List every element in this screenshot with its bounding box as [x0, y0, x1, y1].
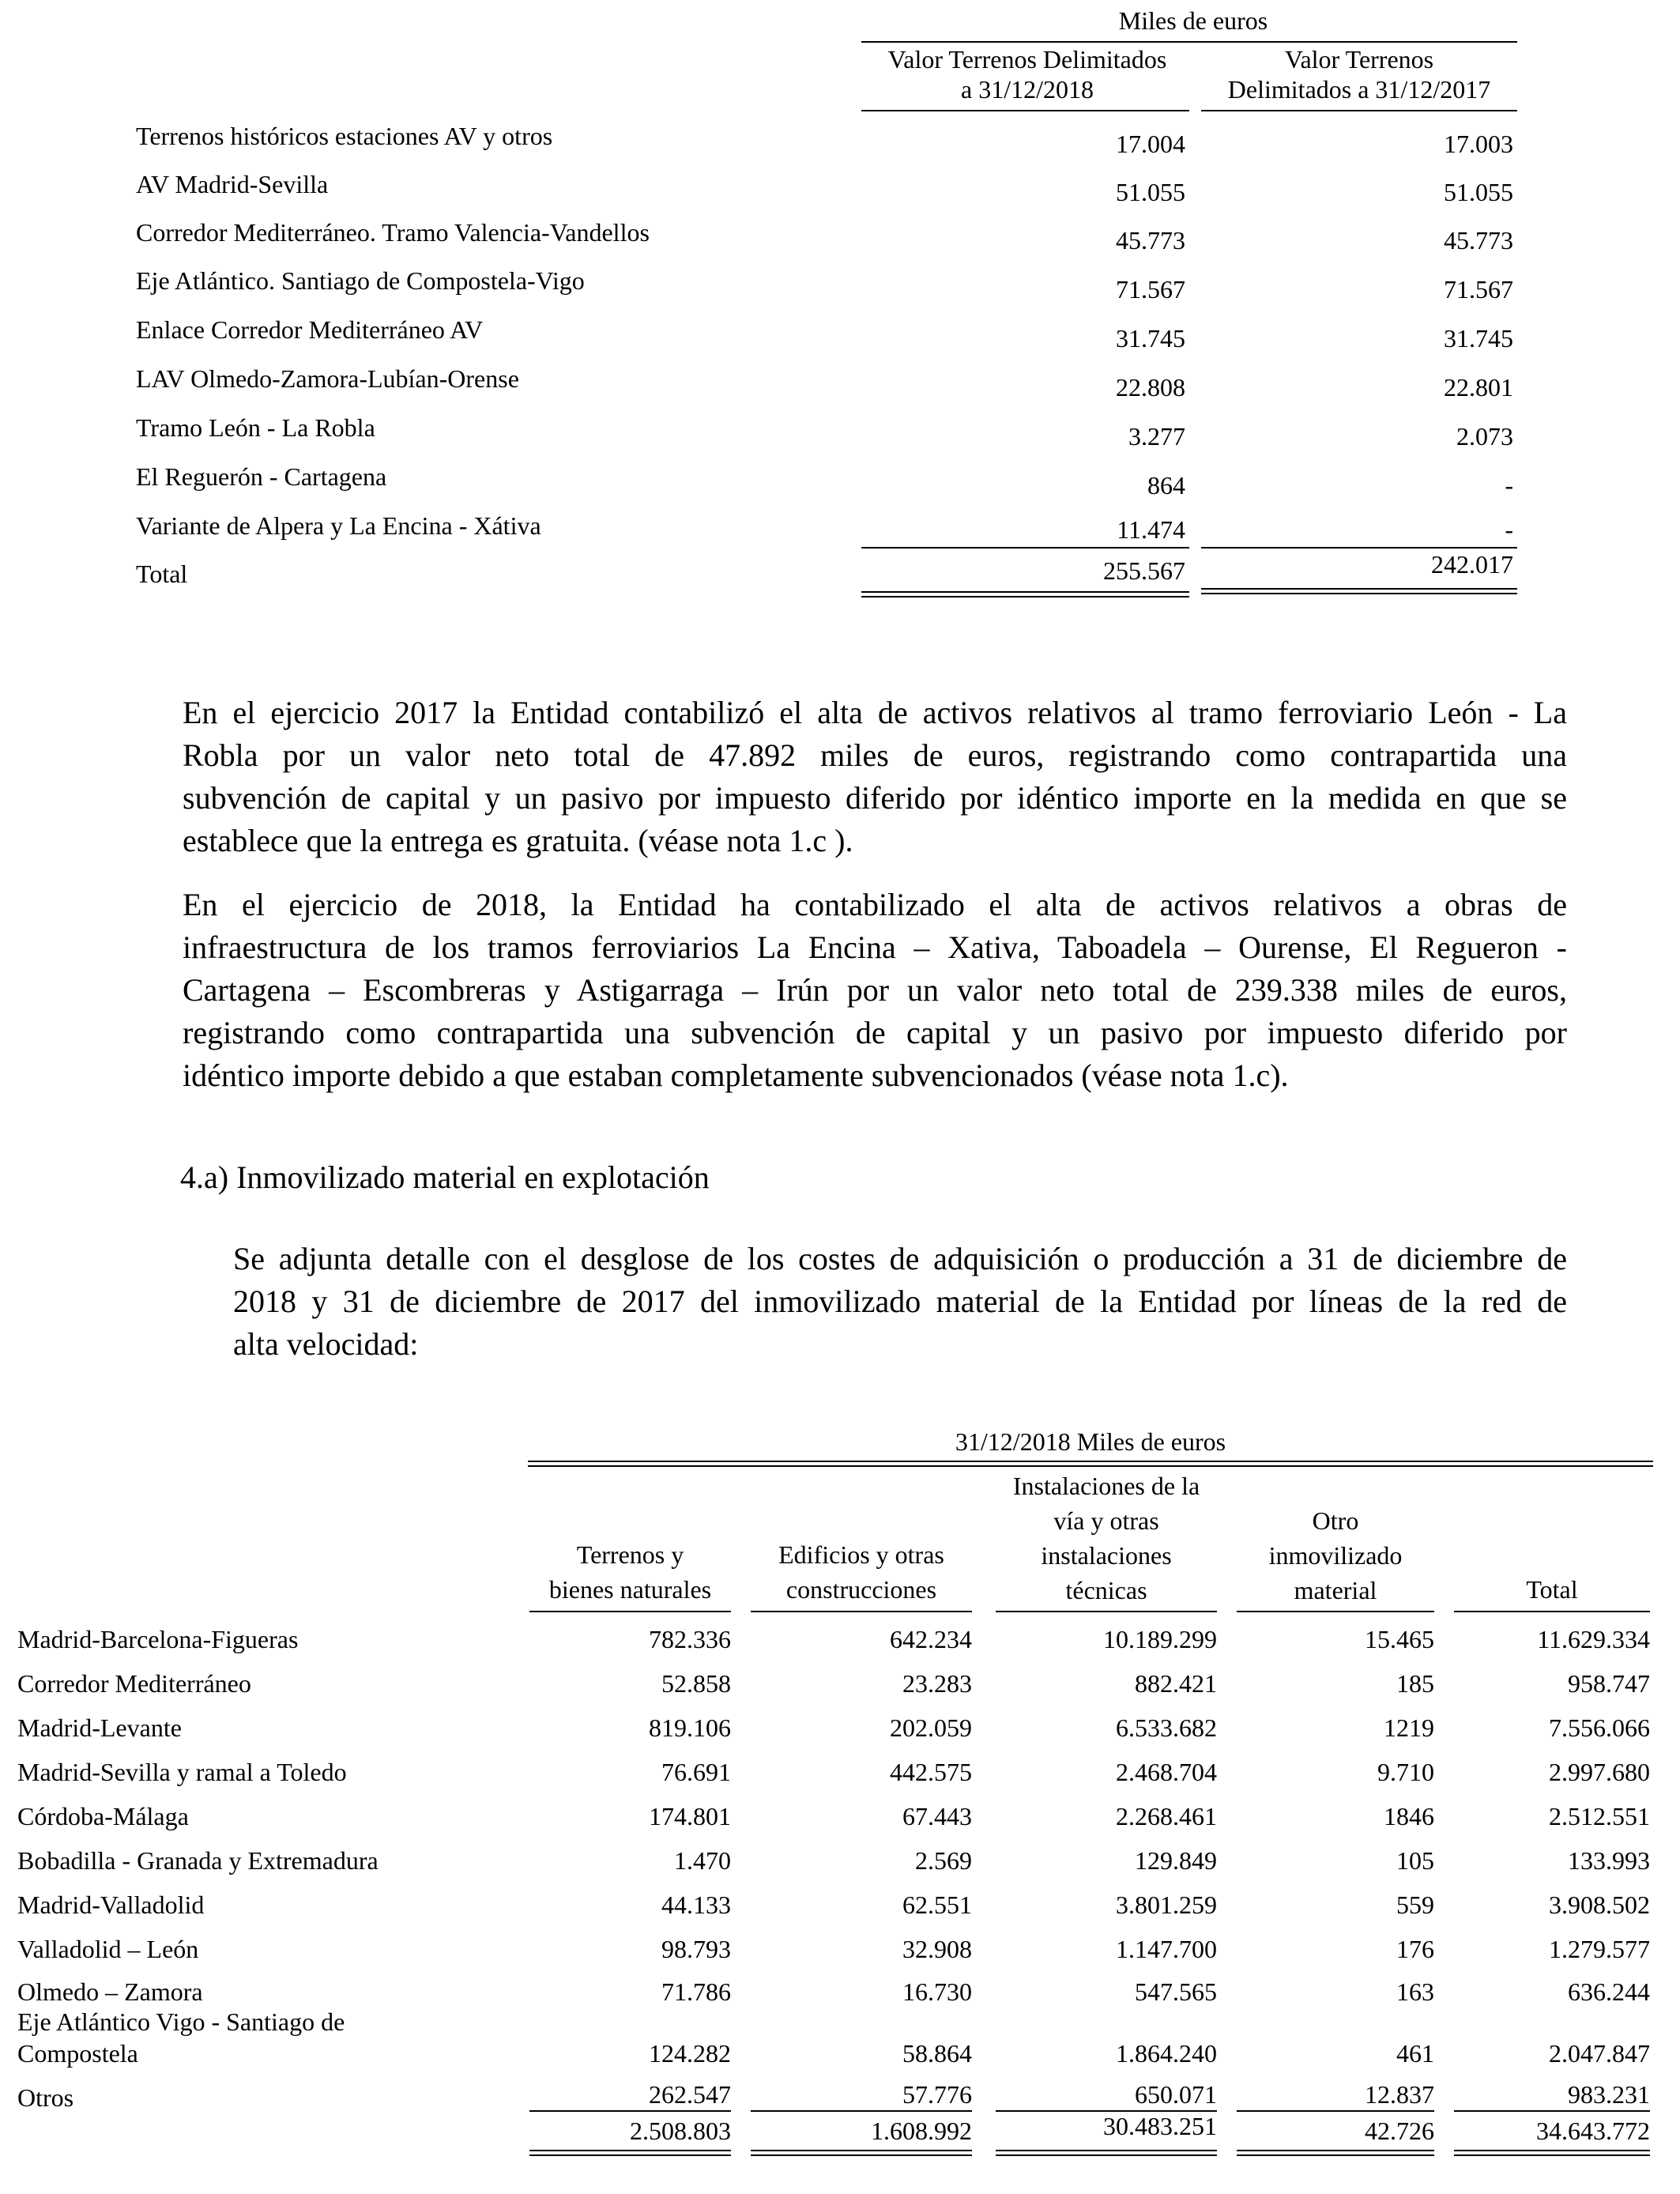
- table2-col-header-line: Otro: [1312, 1506, 1359, 1535]
- table2-cell-otro: 105: [1396, 1846, 1434, 1875]
- table1-row-label: Terrenos históricos estaciones AV y otros: [136, 122, 553, 150]
- table2-col-rule: [529, 1611, 731, 1612]
- table2-cell-edificios: 32.908: [902, 1935, 972, 1963]
- table1-row-value-2017: 2.073: [1456, 422, 1513, 450]
- table2-row-label: Madrid-Valladolid: [17, 1891, 205, 1919]
- table2-cell-otro: 461: [1396, 2039, 1434, 2068]
- table1-row-label: AV Madrid-Sevilla: [136, 170, 329, 198]
- table1-row-value-2017: -: [1505, 471, 1513, 499]
- table1-total-label: Total: [136, 560, 188, 588]
- table2-cell-otro: 176: [1396, 1935, 1434, 1963]
- table2-cell-instalaciones: 547.565: [1135, 1977, 1217, 2006]
- table2-cell-terrenos: 1.470: [674, 1846, 731, 1875]
- table1-row-value-2017: 71.567: [1444, 275, 1513, 303]
- table2-cell-terrenos: 782.336: [649, 1625, 731, 1653]
- table2-row-label-continued: Compostela: [17, 2039, 138, 2068]
- table2-row-label: Olmedo – Zamora: [17, 1977, 203, 2006]
- table2-cell-instalaciones: 882.421: [1135, 1669, 1217, 1698]
- table2-col-header-line: Terrenos y: [576, 1540, 684, 1569]
- table2-header-rule: [528, 1461, 1653, 1467]
- paragraph-line: 2018 y 31 de diciembre de 2017 del inmovilizado material de la Entidad por líneas de la red de: [233, 1284, 1567, 1319]
- table2-total-edificios: 1.608.992: [871, 2117, 972, 2145]
- table1-row-value-2017: 31.745: [1444, 324, 1513, 352]
- table2-cell-total: 983.231: [1568, 2080, 1650, 2109]
- table2-row-label: Valladolid – León: [17, 1935, 199, 1963]
- table2-col-header-line: técnicas: [1065, 1576, 1147, 1604]
- table1-row-value-2017: 22.801: [1444, 373, 1513, 401]
- table1-row-value-2017: 17.003: [1444, 130, 1513, 158]
- table2-col-header-line: Instalaciones de la: [1012, 1472, 1200, 1500]
- table1-unit-header: Miles de euros: [1118, 6, 1268, 35]
- table2-col-rule: [751, 1611, 972, 1612]
- paragraph-line: Se adjunta detalle con el desglose de los costes de adquisición o producción a 31 de diciembre de: [233, 1241, 1567, 1276]
- table2-cell-terrenos: 52.858: [661, 1669, 731, 1698]
- table1-row-value-2018: 864: [1147, 471, 1185, 499]
- table2-cell-otro: 12.837: [1365, 2080, 1434, 2109]
- table2-cell-instalaciones: 2.468.704: [1116, 1758, 1217, 1786]
- table1-row-value-2017: 51.055: [1444, 178, 1513, 206]
- table1-col1-header-rule: [861, 110, 1189, 111]
- table2-row-label: Madrid-Sevilla y ramal a Toledo: [17, 1758, 347, 1786]
- table1-col2-header: [1201, 44, 1517, 104]
- table2-cell-instalaciones: 1.864.240: [1116, 2039, 1217, 2068]
- table2-col-header-line: material: [1294, 1576, 1377, 1604]
- table2-row-label: Eje Atlántico Vigo - Santiago de: [17, 2007, 345, 2036]
- table2-total-double-rule: [996, 2150, 1217, 2156]
- table2-cell-otro: 9.710: [1377, 1758, 1434, 1786]
- table1-total-2017: 242.017: [1431, 550, 1513, 579]
- paragraph-line: En el ejercicio de 2018, la Entidad ha contabilizado el alta de activos relativos a obras de: [183, 887, 1567, 922]
- table2-subtotal-rule: [1237, 2110, 1434, 2112]
- table2-cell-total: 3.908.502: [1549, 1891, 1650, 1919]
- table1-row-label: El Reguerón - Cartagena: [136, 462, 387, 491]
- paragraph-line: alta velocidad:: [233, 1326, 419, 1362]
- table2-total-double-rule: [751, 2150, 972, 2156]
- table2-cell-total: 636.244: [1568, 1977, 1650, 2006]
- table1-total-2018: 255.567: [1103, 556, 1185, 585]
- table2-cell-total: 2.512.551: [1549, 1802, 1650, 1830]
- table2-col-header-otro: [1237, 1503, 1434, 1608]
- table2-subtotal-rule: [1454, 2110, 1650, 2112]
- table2-cell-terrenos: 71.786: [661, 1977, 731, 2006]
- table2-total-instalaciones: 30.483.251: [1103, 2112, 1217, 2140]
- table2-col-header-terrenos: [529, 1537, 731, 1607]
- table2-cell-otro: 1846: [1384, 1802, 1434, 1830]
- table2-row-label: Madrid-Barcelona-Figueras: [17, 1625, 299, 1653]
- table2-row-label: Bobadilla - Granada y Extremadura: [17, 1846, 379, 1875]
- paragraph-line: Cartagena – Escombreras y Astigarraga – Irún por un valor neto total de 239.338 miles de euros,: [183, 972, 1567, 1008]
- table2-cell-otro: 15.465: [1365, 1625, 1434, 1653]
- table2-cell-edificios: 202.059: [890, 1713, 972, 1742]
- table2-cell-otro: 1219: [1384, 1713, 1434, 1742]
- table2-total-double-rule: [1454, 2150, 1650, 2156]
- table2-cell-instalaciones: 3.801.259: [1116, 1891, 1217, 1919]
- table2-cell-terrenos: 76.691: [661, 1758, 731, 1786]
- table1-row-label: LAV Olmedo-Zamora-Lubían-Orense: [136, 364, 519, 393]
- table2-cell-total: 7.556.066: [1549, 1713, 1650, 1742]
- table2-cell-edificios: 58.864: [902, 2039, 972, 2068]
- table2-col-header-instalaciones: [996, 1468, 1217, 1608]
- table1-col1-header-line: a 31/12/2018: [961, 75, 1094, 104]
- table2-cell-total: 133.993: [1568, 1846, 1650, 1875]
- table1-header-rule: [861, 41, 1517, 43]
- table1-row-label: Variante de Alpera y La Encina - Xátiva: [136, 511, 541, 540]
- table1-subtotal-rule: [1201, 547, 1517, 548]
- table2-row-label: Corredor Mediterráneo: [17, 1669, 251, 1698]
- table2-cell-terrenos: 819.106: [649, 1713, 731, 1742]
- paragraph-line: infraestructura de los tramos ferroviarios La Encina – Xativa, Taboadela – Ourense, El Regueron -: [183, 929, 1567, 965]
- table2-cell-terrenos: 124.282: [649, 2039, 731, 2068]
- table1-row-label: Corredor Mediterráneo. Tramo Valencia-Vandellos: [136, 218, 650, 247]
- table2-cell-instalaciones: 1.147.700: [1116, 1935, 1217, 1963]
- table2-col-rule: [1237, 1611, 1434, 1612]
- table2-total-otro: 42.726: [1365, 2117, 1434, 2145]
- paragraph-line: registrando como contrapartida una subvención de capital y un pasivo por impuesto diferido por: [183, 1015, 1567, 1050]
- table2-cell-total: 1.279.577: [1549, 1935, 1650, 1963]
- table2-cell-terrenos: 174.801: [649, 1802, 731, 1830]
- table2-total-double-rule: [529, 2150, 731, 2156]
- table2-cell-total: 2.047.847: [1549, 2039, 1650, 2068]
- table2-col-header-line: bienes naturales: [548, 1575, 712, 1604]
- table2-row-label: Córdoba-Málaga: [17, 1802, 189, 1830]
- paragraph-2018-assets: [183, 884, 1567, 1097]
- table2-cell-otro: 559: [1396, 1891, 1434, 1919]
- table2-col-header-line: inmovilizado: [1268, 1541, 1403, 1570]
- table2-col-header-edificios: [751, 1537, 972, 1607]
- table1-row-label: Enlace Corredor Mediterráneo AV: [136, 315, 484, 344]
- table2-col-header-total: [1454, 1572, 1650, 1607]
- paragraph-2017-assets: [183, 692, 1567, 862]
- table1-row-label: Eje Atlántico. Santiago de Compostela-Vigo: [136, 266, 585, 295]
- table2-cell-edificios: 62.551: [902, 1891, 972, 1919]
- table2-cell-instalaciones: 6.533.682: [1116, 1713, 1217, 1742]
- table2-col-rule: [996, 1611, 1217, 1612]
- table2-cell-total: 11.629.334: [1537, 1625, 1650, 1653]
- table1-col1-header: [861, 44, 1193, 104]
- table1-row-value-2018: 11.474: [1117, 515, 1185, 544]
- paragraph-detail-intro: [233, 1238, 1567, 1366]
- table1-row-value-2017: 45.773: [1444, 226, 1513, 254]
- table1-total-double-rule: [861, 591, 1189, 598]
- table2-cell-edificios: 442.575: [890, 1758, 972, 1786]
- table1-row-value-2018: 51.055: [1116, 178, 1185, 206]
- table2-cell-terrenos: 262.547: [649, 2080, 731, 2109]
- table2-total-total: 34.643.772: [1536, 2117, 1650, 2145]
- table1-row-value-2018: 22.808: [1116, 373, 1185, 401]
- table2-cell-total: 958.747: [1568, 1669, 1650, 1698]
- table2-subtotal-rule: [751, 2110, 972, 2112]
- table1-col1-header-line: Valor Terrenos Delimitados: [887, 45, 1167, 74]
- table1-col2-header-rule: [1201, 110, 1517, 111]
- table2-cell-otro: 185: [1396, 1669, 1434, 1698]
- table2-cell-edificios: 67.443: [902, 1802, 972, 1830]
- paragraph-line: En el ejercicio 2017 la Entidad contabilizó el alta de activos relativos al tramo ferroviario León - La: [183, 695, 1567, 730]
- paragraph-line: idéntico importe debido a que estaban completamente subvencionados (véase nota 1.c).: [183, 1057, 1289, 1093]
- table2-cell-edificios: 57.776: [902, 2080, 972, 2109]
- table2-cell-terrenos: 44.133: [661, 1891, 731, 1919]
- table2-cell-terrenos: 98.793: [661, 1935, 731, 1963]
- table1-col2-header-line: Delimitados a 31/12/2017: [1227, 75, 1491, 104]
- table2-cell-instalaciones: 10.189.299: [1103, 1625, 1217, 1653]
- section-heading: 4.a) Inmovilizado material en explotación: [180, 1159, 710, 1195]
- table2-row-label: Madrid-Levante: [17, 1713, 182, 1742]
- table2-cell-edificios: 16.730: [902, 1977, 972, 2006]
- table1-row-value-2018: 31.745: [1116, 324, 1185, 352]
- table2-col-header-line: instalaciones: [1041, 1541, 1172, 1570]
- table2-unit-header: 31/12/2018 Miles de euros: [955, 1427, 1226, 1456]
- table1-total-double-rule: [1201, 588, 1517, 594]
- table2-cell-instalaciones: 2.268.461: [1116, 1802, 1217, 1830]
- table2-cell-instalaciones: 129.849: [1135, 1846, 1217, 1875]
- table1-col2-header-line: Valor Terrenos: [1284, 45, 1434, 74]
- table1-row-value-2017: -: [1505, 515, 1513, 544]
- table2-total-terrenos: 2.508.803: [630, 2117, 731, 2145]
- table2-cell-instalaciones: 650.071: [1135, 2080, 1217, 2109]
- table1-row-value-2018: 17.004: [1116, 130, 1185, 158]
- table2-cell-edificios: 23.283: [902, 1669, 972, 1698]
- table1-row-label: Tramo León - La Robla: [136, 413, 375, 442]
- table1-row-value-2018: 3.277: [1128, 422, 1185, 450]
- table2-cell-otro: 163: [1396, 1977, 1434, 2006]
- table2-col-header-line: construcciones: [785, 1575, 937, 1604]
- table1-row-value-2018: 71.567: [1116, 275, 1185, 303]
- table2-cell-total: 2.997.680: [1549, 1758, 1650, 1786]
- table2-cell-edificios: 2.569: [915, 1846, 972, 1875]
- table1-row-value-2018: 45.773: [1116, 226, 1185, 254]
- paragraph-line: establece que la entrega es gratuita. (véase nota 1.c ).: [183, 823, 853, 858]
- table2-row-label: Otros: [17, 2083, 74, 2112]
- paragraph-line: Robla por un valor neto total de 47.892 miles de euros, registrando como contrapartida una: [183, 737, 1567, 773]
- table2-col-header-line: vía y otras: [1053, 1506, 1159, 1535]
- table2-col-rule: [1454, 1611, 1650, 1612]
- table2-subtotal-rule: [529, 2110, 731, 2112]
- table2-cell-edificios: 642.234: [890, 1625, 972, 1653]
- table2-col-header-line: Edificios y otras: [778, 1540, 944, 1569]
- table1-subtotal-rule: [861, 547, 1189, 548]
- paragraph-line: subvención de capital y un pasivo por impuesto diferido por idéntico importe en la medida en que se: [183, 780, 1567, 816]
- table2-total-double-rule: [1237, 2150, 1434, 2156]
- table2-col-header-line: Total: [1526, 1575, 1578, 1604]
